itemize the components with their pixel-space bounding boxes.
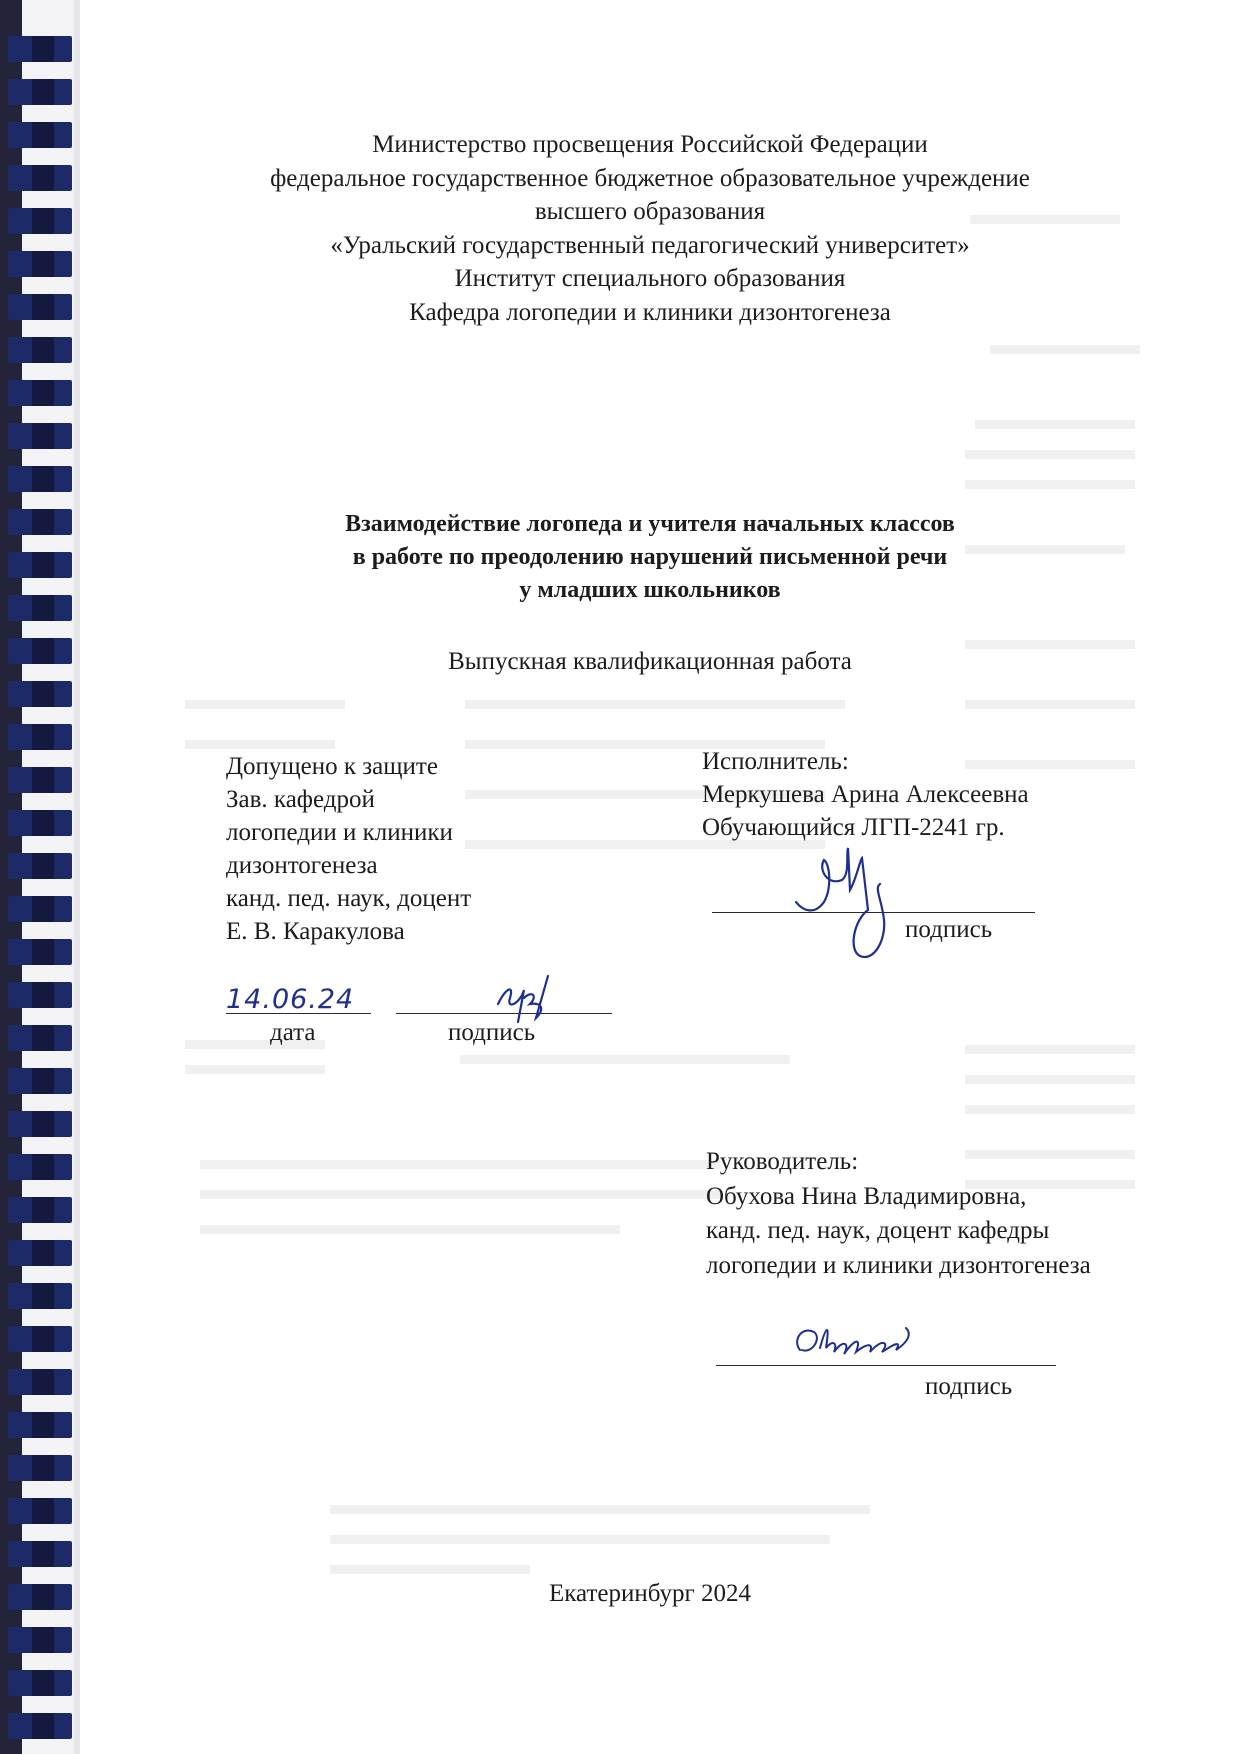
approval-line-3: логопедии и клиники (226, 819, 453, 846)
binding-tooth (8, 337, 72, 363)
binding-tooth (8, 208, 72, 234)
supervisor-block (706, 1145, 1091, 1283)
executor-heading: Исполнитель: (702, 748, 849, 775)
binding-tooth (8, 1197, 72, 1223)
approval-line-1: Допущено к защите (226, 753, 438, 780)
approval-line-2: Зав. кафедрой (226, 786, 375, 813)
binding-tooth (8, 767, 72, 793)
show-through-bar (975, 420, 1135, 429)
city-year: Екатеринбург 2024 (548, 1580, 752, 1607)
binding-tooth (8, 1283, 72, 1309)
binding-tooth (8, 1326, 72, 1352)
show-through-bar (465, 700, 845, 709)
page-edge (74, 0, 80, 1754)
executor-name: Меркушева Арина Алексеевна (702, 781, 1029, 808)
date-line (226, 1013, 371, 1014)
binding-tooth (8, 1154, 72, 1180)
approval-signature-label: подпись (448, 1019, 536, 1046)
binding-tooth (8, 939, 72, 965)
binding-tooth (8, 1455, 72, 1481)
binding-tooth (8, 1541, 72, 1567)
binding-tooth (8, 1369, 72, 1395)
title-line-1: Взаимодействие логопеда и учителя начальных классов (345, 511, 955, 537)
department-line: Кафедра логопедии и клиники дизонтогенеза (409, 298, 891, 326)
show-through-bar (965, 1075, 1135, 1084)
show-through-bar (965, 1105, 1135, 1114)
binding-tooth (8, 810, 72, 836)
binding-tooth (8, 466, 72, 492)
supervisor-signature-label: подпись (925, 1373, 1013, 1400)
executor-group: Обучающийся ЛГП-2241 гр. (702, 814, 1005, 841)
binding-tooth (8, 1240, 72, 1266)
binding-tooth (8, 595, 72, 621)
institution-line: федеральное государственное бюджетное образовательное учреждение (270, 164, 1030, 192)
binding-tooth (8, 896, 72, 922)
executor-signature (788, 840, 928, 970)
show-through-bar (185, 740, 335, 749)
show-through-bar (200, 1190, 720, 1199)
supervisor-heading: Руководитель: (706, 1148, 859, 1175)
binding-tooth (8, 982, 72, 1008)
education-level-line: высшего образования (534, 198, 766, 225)
show-through-bar (330, 1565, 530, 1574)
binding-tooth (8, 552, 72, 578)
show-through-bar (185, 1065, 325, 1074)
approval-line-4: дизонтогенеза (226, 852, 378, 879)
show-through-bar (330, 1505, 870, 1514)
approval-block (226, 750, 471, 948)
show-through-bar (965, 450, 1135, 459)
binding-tooth (8, 1111, 72, 1137)
show-through-bar (200, 1160, 720, 1169)
work-type: Выпускная квалификационная работа (448, 648, 852, 675)
thesis-title (150, 508, 1150, 607)
title-line-3: у младших школьников (519, 577, 781, 603)
binding-tooth (8, 638, 72, 664)
binding-tooth (8, 165, 72, 191)
head-signature (488, 968, 578, 1038)
approval-line-5: канд. пед. наук, доцент (226, 885, 472, 912)
binding-tooth (8, 681, 72, 707)
supervisor-position-2: логопедии и клиники дизонтогенеза (706, 1251, 1091, 1279)
show-through-bar (965, 480, 1135, 489)
institute-line: Институт специального образования (454, 265, 846, 292)
supervisor-name: Обухова Нина Владимировна, (706, 1182, 1027, 1210)
approval-head-name: Е. В. Каракулова (226, 918, 405, 945)
binding-tooth (8, 1670, 72, 1696)
binding-tooth (8, 423, 72, 449)
executor-block (702, 745, 1029, 844)
show-through-bar (460, 1055, 790, 1064)
show-through-bar (990, 345, 1140, 354)
binding-tooth (8, 1412, 72, 1438)
binding-tooth (8, 1584, 72, 1610)
show-through-bar (330, 1535, 830, 1544)
institution-header (150, 128, 1150, 329)
title-line-2: в работе по преодолению нарушений письменной речи (352, 544, 948, 570)
binding-tooth (8, 36, 72, 62)
show-through-bar (200, 1225, 620, 1234)
binding-tooth (8, 853, 72, 879)
binding-tooth (8, 509, 72, 535)
binding-strip (0, 0, 80, 1754)
ministry-line: Министерство просвещения Российской Федерации (372, 131, 928, 158)
binding-tooth (8, 724, 72, 750)
supervisor-position-1: канд. пед. наук, доцент кафедры (706, 1217, 1050, 1244)
binding-tooth (8, 294, 72, 320)
show-through-bar (965, 700, 1135, 709)
show-through-bar (185, 700, 345, 709)
executor-signature-label: подпись (905, 916, 993, 943)
binding-tooth (8, 1498, 72, 1524)
handwritten-date: 14.06.24 (226, 984, 355, 1015)
binding-tooth (8, 1627, 72, 1653)
binding-tooth (8, 79, 72, 105)
date-label: дата (270, 1019, 316, 1046)
binding-tooth (8, 251, 72, 277)
binding-tooth (8, 380, 72, 406)
binding-tooth (8, 1025, 72, 1051)
binding-tooth (8, 1068, 72, 1094)
binding-tooth (8, 122, 72, 148)
show-through-bar (965, 1045, 1135, 1054)
university-line: «Уральский государственный педагогический университет» (330, 231, 970, 259)
supervisor-signature (786, 1318, 956, 1388)
binding-tooth (8, 1713, 72, 1739)
